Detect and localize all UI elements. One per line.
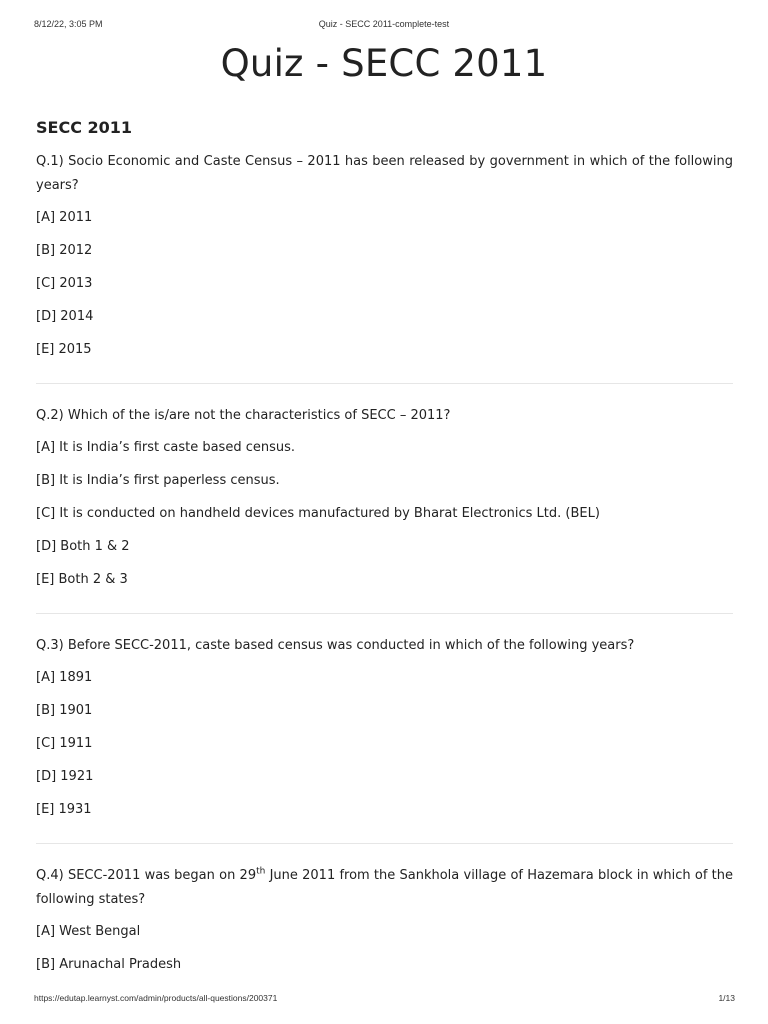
print-url: https://edutap.learnyst.com/admin/products/all-questions/200371 bbox=[34, 993, 278, 1003]
print-doc-title: Quiz - SECC 2011-complete-test bbox=[318, 19, 450, 29]
question-block-4 bbox=[36, 864, 733, 998]
option-e: [E] Both 2 & 3 bbox=[36, 572, 128, 587]
option-c: [C] 2013 bbox=[36, 276, 93, 291]
question-text: Q.2) Which of the is/are not the characteristics of SECC – 2011? bbox=[36, 408, 451, 423]
option-c: [C] It is conducted on handheld devices manufactured by Bharat Electronics Ltd. (BEL) bbox=[36, 506, 600, 521]
option-a: [A] 1891 bbox=[36, 670, 93, 685]
option-b: [B] 1901 bbox=[36, 703, 93, 718]
option-d: [D] 1921 bbox=[36, 769, 94, 784]
option-d: [D] Both 1 & 2 bbox=[36, 539, 130, 554]
option-a: [A] West Bengal bbox=[36, 924, 141, 939]
option-c: [C] 1911 bbox=[36, 736, 93, 751]
page-title: Quiz - SECC 2011 bbox=[220, 42, 548, 85]
question-block-1 bbox=[36, 150, 733, 384]
print-page-number: 1/13 bbox=[718, 993, 735, 1003]
ordinal-suffix: th bbox=[256, 866, 266, 877]
option-a: [A] 2011 bbox=[36, 210, 93, 225]
option-b: [B] 2012 bbox=[36, 243, 93, 258]
quiz-content bbox=[36, 150, 733, 998]
question-block-2 bbox=[36, 404, 733, 614]
print-datetime: 8/12/22, 3:05 PM bbox=[34, 19, 103, 29]
question-text-end: June 2011 from the Sankhola village of Hazemara block in which of the following states? bbox=[36, 868, 734, 907]
print-footer bbox=[0, 993, 768, 1005]
question-block-3 bbox=[36, 634, 733, 844]
question-text bbox=[36, 864, 733, 912]
question-text: Q.1) Socio Economic and Caste Census – 2011 has been released by government in which of the following years? bbox=[36, 154, 733, 193]
question-text-start: Q.4) SECC-2011 was began on 29 bbox=[36, 868, 257, 883]
option-e: [E] 2015 bbox=[36, 342, 92, 357]
option-b: [B] It is India’s first paperless census. bbox=[36, 473, 280, 488]
question-text: Q.3) Before SECC-2011, caste based census was conducted in which of the following years? bbox=[36, 638, 635, 653]
print-header bbox=[0, 19, 768, 31]
option-a: [A] It is India’s first caste based census. bbox=[36, 440, 296, 455]
option-e: [E] 1931 bbox=[36, 802, 92, 817]
option-d: [D] 2014 bbox=[36, 309, 94, 324]
option-b: [B] Arunachal Pradesh bbox=[36, 957, 182, 972]
section-title: SECC 2011 bbox=[36, 118, 133, 137]
